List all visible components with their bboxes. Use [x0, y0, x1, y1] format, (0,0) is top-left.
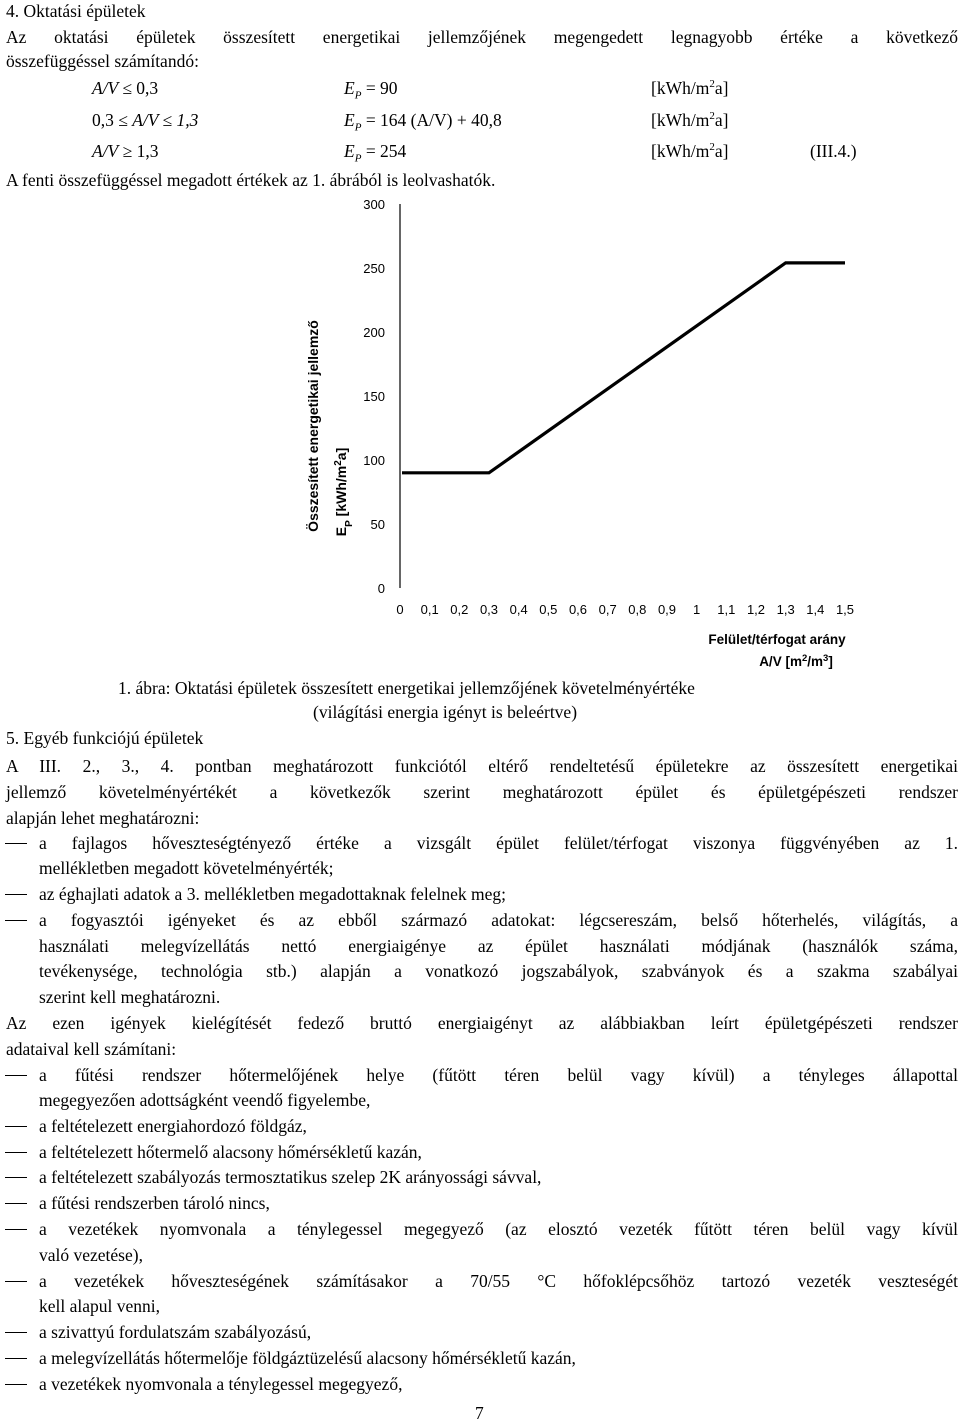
list-item: az éghajlati adatok a 3. mellékletben megadottaknak felelnek meg;	[39, 884, 506, 904]
figure-caption-cont: (világítási energia igényt is beleértve)	[313, 702, 578, 722]
y-tick-label: 250	[363, 261, 385, 276]
paragraph-line: alapján lehet meghatározni:	[6, 808, 200, 828]
list-item: a vezetékek hőveszteségének számításakor a 70/55 °C hőfoklépcsőhöz tartozó vezeték veszteségét	[39, 1271, 958, 1291]
formula-cond: 0,3 ≤ A/V ≤ 1,3	[92, 110, 199, 130]
y-tick-label: 150	[363, 389, 385, 404]
dash-bullet	[5, 1229, 27, 1230]
x-tick-label: 0,1	[420, 602, 439, 617]
intro-text: Az oktatási épületek összesített energetikai jellemzőjének megengedett legnagyobb értéke a következő	[6, 27, 958, 47]
list-item: a feltételezett hőtermelő alacsony hőmérsékletű kazán,	[39, 1142, 422, 1162]
list-item: a szivattyú fordulatszám szabályozású,	[39, 1322, 312, 1342]
x-tick-label: 0,6	[568, 602, 588, 617]
formula-unit: $[kWh/m^2a]$	[651, 141, 729, 161]
list-item-cont: szerint kell meghatározni.	[39, 987, 221, 1007]
y-tick-label: 50	[370, 517, 385, 532]
y-axis-label-line2: $E_P$ $[kWh/m^2a]$	[332, 447, 355, 537]
x-tick-label: 0,4	[509, 602, 528, 617]
after-formula-text: A fenti összefüggéssel megadott értékek az 1. ábrából is leolvashatók.	[6, 170, 496, 190]
section-heading: 4. Oktatási épületek	[6, 1, 146, 21]
list-item-cont: használati melegvízellátás nettó energiaigénye az épület használati módjának (használók száma,	[39, 936, 958, 956]
formula-ep: $E_P = 90$	[344, 78, 398, 102]
dash-bullet	[5, 920, 27, 921]
paragraph-line: A III. 2., 3., 4. pontban meghatározott funkciótól eltérő rendeltetésű épületekre az összesített energetikai	[6, 756, 958, 776]
formula-unit: $[kWh/m^2a]$	[651, 110, 729, 130]
page-number: 7	[475, 1403, 484, 1423]
dash-bullet	[5, 894, 27, 895]
list-item: a vezetékek nyomvonala a ténylegessel megegyező,	[39, 1374, 403, 1394]
dash-bullet	[5, 1358, 27, 1359]
y-tick-label: 300	[363, 197, 385, 212]
x-tick-label: 1,5	[835, 602, 855, 617]
figure-caption: 1. ábra: Oktatási épületek összesített energetikai jellemzőjének követelményértéke	[118, 678, 695, 698]
dash-bullet	[5, 1332, 27, 1333]
formula-ep: $E_P = 164$ (A/V) + 40,8	[344, 110, 502, 134]
y-tick-label: 200	[363, 325, 385, 340]
intro-text-cont: összefüggéssel számítandó:	[6, 51, 199, 71]
equation-number: (III.4.)	[810, 141, 857, 161]
y-tick-label: 0	[377, 581, 385, 596]
requirement-chart	[300, 196, 880, 674]
paragraph-line: Az ezen igények kielégítését fedező bruttó energiaigényt az alábbiakban leírt épületgépészeti rendszer	[6, 1013, 958, 1033]
list-item: a feltételezett energiahordozó földgáz,	[39, 1116, 307, 1136]
x-tick-label: 0,8	[628, 602, 647, 617]
paragraph-line: adataival kell számítani:	[6, 1039, 177, 1059]
formula-ep: $E_P = 254$	[344, 141, 407, 165]
x-tick-label: 1,1	[717, 602, 736, 617]
requirement-series-line	[402, 263, 845, 473]
x-tick-label: 0,3	[479, 602, 499, 617]
formula-cond: A/V ≤ 0,3	[92, 78, 159, 98]
x-tick-label: 1,3	[776, 602, 795, 617]
y-axis-label	[305, 320, 355, 536]
list-item: a fogyasztói igényeket és az ebből származó adatokat: légcsereszám, belső hőterhelés, világítás, a	[39, 910, 958, 930]
dash-bullet	[5, 1384, 27, 1385]
y-tick-labels	[363, 197, 385, 596]
paragraph-line: jellemző követelményértékét a következők szerint meghatározott épület és épületgépészeti rendszer	[6, 782, 958, 802]
x-tick-label: 1,2	[746, 602, 766, 617]
list-item-cont: kell alapul venni,	[39, 1296, 161, 1316]
dash-bullet	[5, 1126, 27, 1127]
x-tick-label: 0,7	[598, 602, 617, 617]
x-axis-label-line1: Felület/térfogat arány	[708, 632, 846, 647]
y-axis-label-line1: Összesített energetikai jellemző	[305, 320, 321, 532]
dash-bullet	[5, 1152, 27, 1153]
x-tick-labels	[396, 602, 854, 617]
list-item-cont: megegyezően adottságként veendő figyelembe,	[39, 1090, 371, 1110]
x-tick-label: 0	[396, 602, 404, 617]
y-tick-label: 100	[363, 453, 385, 468]
x-tick-label: 1	[693, 602, 701, 617]
list-item-cont: való vezetése),	[39, 1245, 143, 1265]
dash-bullet	[5, 1203, 27, 1204]
list-item-cont: tevékenysége, technológia stb.) alapján a vonatkozó jogszabályok, szabványok és a szakma szabályai	[39, 961, 958, 981]
formula-cond: A/V ≥ 1,3	[92, 141, 159, 161]
formula-unit: $[kWh/m^2a]$	[651, 78, 729, 98]
dash-bullet	[5, 1281, 27, 1282]
dash-bullet	[5, 1177, 27, 1178]
dash-bullet	[5, 1075, 27, 1076]
x-axis-label-line2: A/V $[m^2/m^3]$	[759, 652, 833, 669]
x-tick-label: 0,5	[539, 602, 558, 617]
dash-bullet	[5, 843, 27, 844]
list-item: a vezetékek nyomvonala a ténylegessel megegyező (az elosztó vezeték fűtött téren belül vagy kívül	[39, 1219, 958, 1239]
list-item: a melegvízellátás hőtermelője földgáztüzelésű alacsony hőmérsékletű kazán,	[39, 1348, 576, 1368]
list-item: a fajlagos hőveszteségtényező értéke a vizsgált épület felület/térfogat viszonya függvényében az 1.	[39, 833, 958, 853]
section-heading: 5. Egyéb funkciójú épületek	[6, 728, 204, 748]
list-item-cont: mellékletben megadott követelményérték;	[39, 858, 334, 878]
list-item: a fűtési rendszerben tároló nincs,	[39, 1193, 270, 1213]
x-tick-label: 0,9	[657, 602, 677, 617]
list-item: a feltételezett szabályozás termosztatikus szelep 2K arányossági sávval,	[39, 1167, 542, 1187]
list-item: a fűtési rendszer hőtermelőjének helye (fűtött téren belül vagy kívül) a tényleges állapottal	[39, 1065, 958, 1085]
x-tick-label: 0,2	[450, 602, 469, 617]
x-tick-label: 1,4	[806, 602, 825, 617]
